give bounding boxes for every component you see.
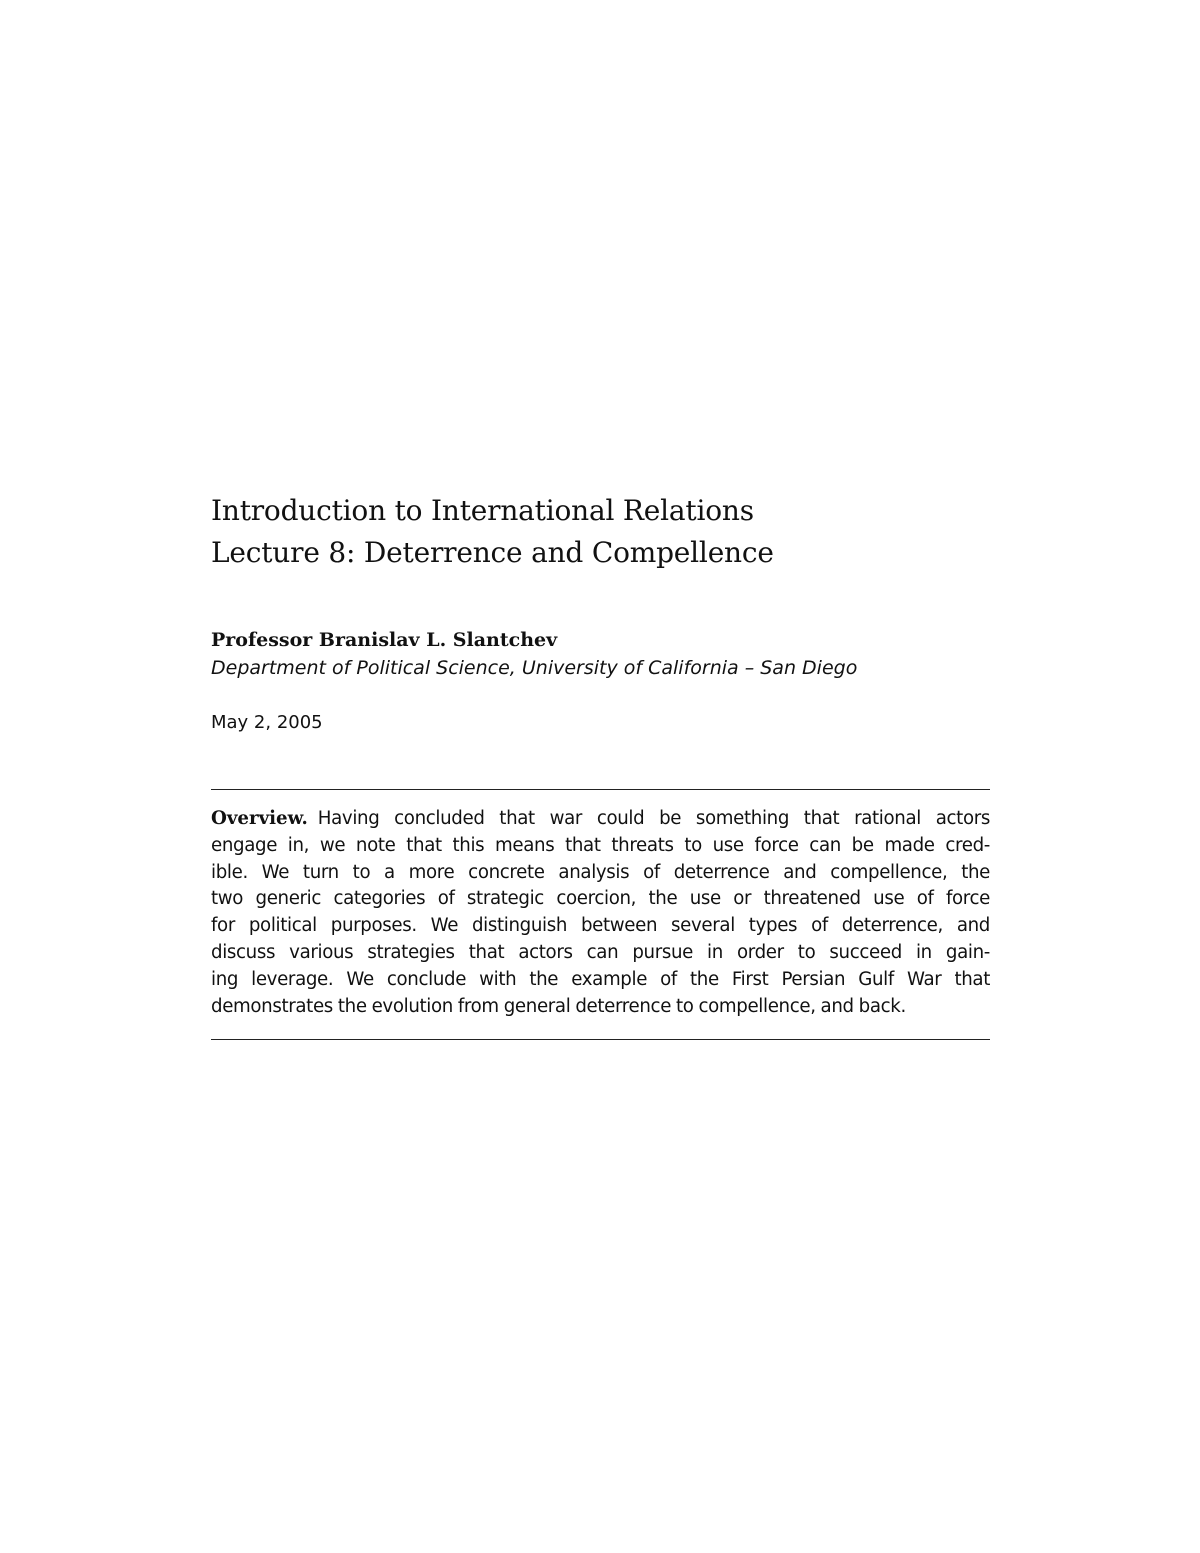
lecture-title: Lecture 8: Deterrence and Compellence [211,536,774,569]
overview-line: discuss various strategies that actors can pursue in order to succeed in gain- [211,941,990,963]
overview-line: two generic categories of strategic coercion, the use or threatened use of force [211,888,990,910]
overview-abstract [211,806,990,1020]
overview-line [211,806,990,833]
overview-line: ing leverage. We conclude with the example of the First Persian Gulf War that [211,968,990,990]
document-date: May 2, 2005 [211,712,323,733]
document-title [211,490,1011,574]
overview-label: Overview. [211,808,308,829]
author-affiliation: Department of Political Science, University of California – San Diego [211,657,858,679]
author-name: Professor Branislav L. Slantchev [211,629,558,651]
overview-line-text: Having concluded that war could be something that rational actors [317,808,990,829]
top-divider [211,789,990,790]
bottom-divider [211,1039,990,1040]
overview-line: demonstrates the evolution from general deterrence to compellence, and back. [211,995,906,1017]
course-title: Introduction to International Relations [211,494,754,527]
overview-line: ible. We turn to a more concrete analysis of deterrence and compellence, the [211,861,990,883]
overview-line: for political purposes. We distinguish between several types of deterrence, and [211,915,990,937]
overview-line: engage in, we note that this means that threats to use force can be made cred- [211,834,990,856]
